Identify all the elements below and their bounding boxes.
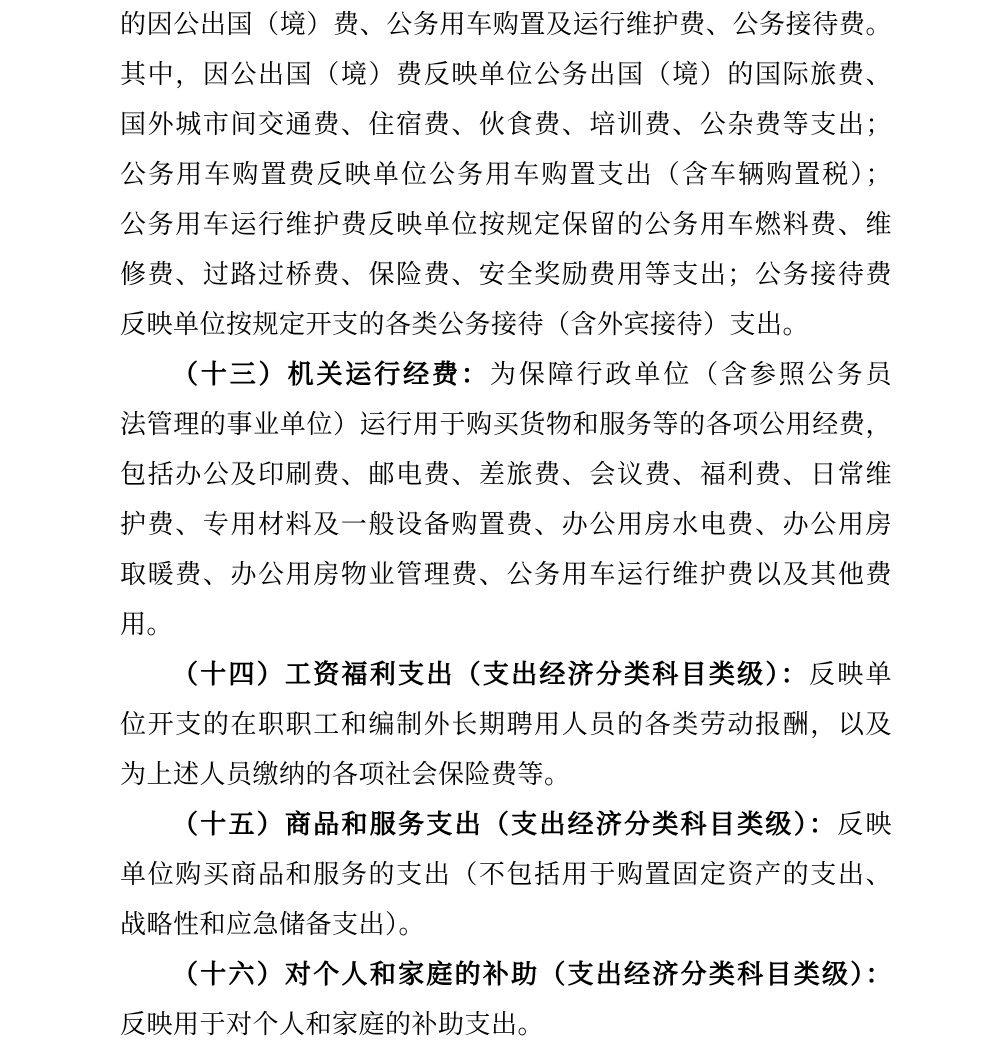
section-heading-line <box>120 350 892 400</box>
body-text-segment: 护费、专用材料及一般设备购置费、办公用房水电费、办公用房 <box>120 510 892 539</box>
body-text-segment: 单位购买商品和服务的支出（不包括用于购置固定资产的支出、 <box>120 860 892 889</box>
text-line <box>120 300 892 350</box>
body-text-segment: 公务用车购置费反映单位公务用车购置支出（含车辆购置税）； <box>120 160 892 189</box>
text-line <box>120 700 892 750</box>
text-line <box>120 450 892 500</box>
text-line <box>120 750 892 800</box>
heading-text-segment: （十五）商品和服务支出（支出经济分类科目类级）： <box>172 810 838 839</box>
section-heading-line <box>120 650 892 700</box>
body-text-segment: 取暖费、办公用房物业管理费、公务用车运行维护费以及其他费 <box>120 560 892 589</box>
body-text-segment: 国外城市间交通费、住宿费、伙食费、培训费、公杂费等支出； <box>120 110 892 139</box>
heading-text-segment: （十三）机关运行经费： <box>172 360 490 389</box>
body-text-segment: 为上述人员缴纳的各项社会保险费等。 <box>120 760 571 789</box>
document-text-column <box>120 0 892 1050</box>
body-text-segment: 修费、过路过桥费、保险费、安全奖励费用等支出；公务接待费 <box>120 260 892 289</box>
body-text-segment: 公务用车运行维护费反映单位按规定保留的公务用车燃料费、维 <box>120 210 892 239</box>
text-line <box>120 50 892 100</box>
body-text-segment: 其中，因公出国（境）费反映单位公务出国（境）的国际旅费、 <box>120 60 892 89</box>
text-line <box>120 600 892 650</box>
body-text-segment: 包括办公及印刷费、邮电费、差旅费、会议费、福利费、日常维 <box>120 460 892 489</box>
text-line <box>120 850 892 900</box>
text-line <box>120 1000 892 1050</box>
body-text-segment: 为保障行政单位（含参照公务员 <box>489 360 892 389</box>
text-line <box>120 900 892 950</box>
body-text-segment: 反映 <box>837 810 892 839</box>
body-text-segment: 战略性和应急储备支出）。 <box>120 910 426 939</box>
body-text-segment: 用。 <box>120 610 174 639</box>
body-text-segment: 反映单 <box>808 660 892 689</box>
body-text-segment: 反映单位按规定开支的各类公务接待（含外宾接待）支出。 <box>120 310 810 339</box>
section-heading-line <box>120 800 892 850</box>
body-text-segment: 的因公出国（境）费、公务用车购置及运行维护费、公务接待费。 <box>120 10 892 39</box>
section-heading-line <box>120 950 892 1000</box>
body-text-segment: 位开支的在职职工和编制外长期聘用人员的各类劳动报酬，以及 <box>120 710 892 739</box>
text-line <box>120 400 892 450</box>
text-line <box>120 250 892 300</box>
text-line <box>120 150 892 200</box>
text-line <box>120 500 892 550</box>
text-line <box>120 550 892 600</box>
text-line <box>120 100 892 150</box>
heading-text-segment: （十六）对个人和家庭的补助（支出经济分类科目类级）： <box>172 960 892 989</box>
text-line <box>120 0 892 50</box>
body-text-segment: 法管理的事业单位）运行用于购买货物和服务等的各项公用经费， <box>120 410 892 439</box>
body-text-segment: 反映用于对个人和家庭的补助支出。 <box>120 1010 545 1039</box>
text-line <box>120 200 892 250</box>
heading-text-segment: （十四）工资福利支出（支出经济分类科目类级）： <box>172 660 809 689</box>
